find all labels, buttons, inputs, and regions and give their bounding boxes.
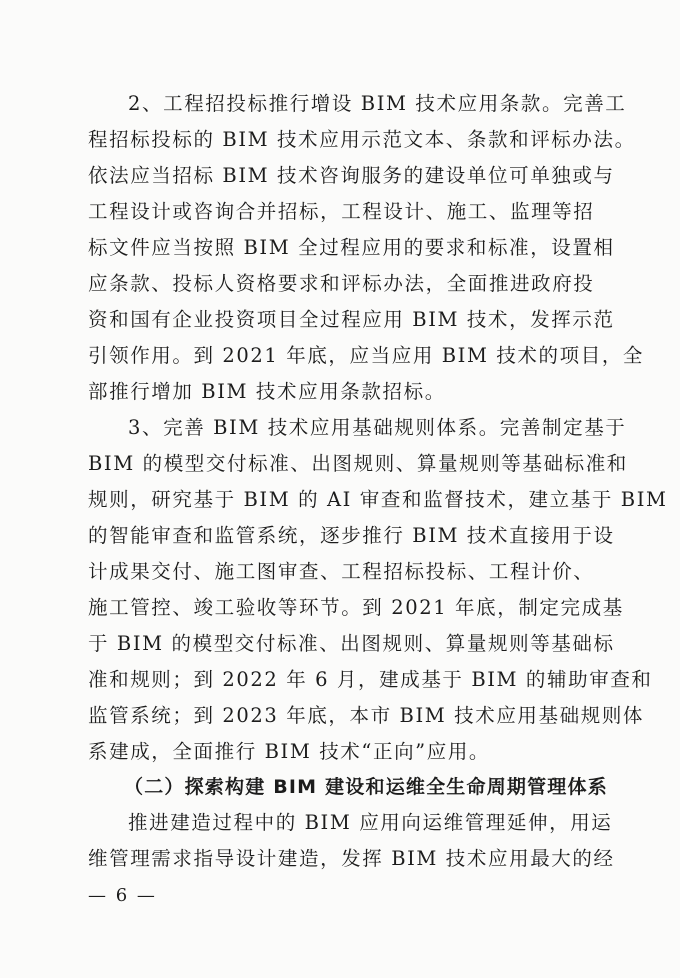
paragraph-2-line-5: 标文件应当按照 BIM 全过程应用的要求和标准，设置相 bbox=[88, 236, 615, 259]
paragraph-3-line-8: 准和规则；到 2022 年 6 月，建成基于 BIM 的辅助审查和 bbox=[88, 668, 653, 691]
paragraph-2-line-4: 工程设计或咨询合并招标，工程设计、施工、监理等招 bbox=[88, 200, 595, 223]
paragraph-3-line-4: 的智能审查和监管系统，逐步推行 BIM 技术直接用于设 bbox=[88, 524, 615, 547]
paragraph-3-line-9: 监管系统；到 2023 年底，本市 BIM 技术应用基础规则体 bbox=[88, 704, 645, 727]
paragraph-3-line-7: 于 BIM 的模型交付标准、出图规则、算量规则等基础标 bbox=[88, 632, 615, 655]
section-heading: （二）探索构建 BIM 建设和运维全生命周期管理体系 bbox=[124, 776, 608, 798]
paragraph-3-line-10: 系建成，全面推行 BIM 技术“正向”应用。 bbox=[88, 740, 491, 763]
paragraph-2-line-8: 引领作用。到 2021 年底，应当应用 BIM 技术的项目，全 bbox=[88, 344, 645, 367]
paragraph-2-line-9: 部推行增加 BIM 技术应用条款招标。 bbox=[88, 380, 446, 403]
paragraph-2-line-2: 程招标投标的 BIM 技术应用示范文本、条款和评标办法。 bbox=[88, 128, 636, 151]
paragraph-4-line-2: 维管理需求指导设计建造，发挥 BIM 技术应用最大的经 bbox=[88, 847, 615, 870]
paragraph-3-line-2: BIM 的模型交付标准、出图规则、算量规则等基础标准和 bbox=[88, 452, 628, 475]
page-number: — 6 — bbox=[88, 885, 157, 906]
paragraph-3-line-3: 规则，研究基于 BIM 的 AI 审查和监督技术，建立基于 BIM bbox=[88, 488, 668, 511]
paragraph-4-line-1: 推进建造过程中的 BIM 应用向运维管理延伸，用运 bbox=[128, 811, 613, 834]
paragraph-2-line-1: 2、工程招投标推行增设 BIM 技术应用条款。完善工 bbox=[128, 92, 627, 115]
paragraph-3-line-6: 施工管控、竣工验收等环节。到 2021 年底，制定完成基 bbox=[88, 596, 624, 619]
paragraph-2-line-3: 依法应当招标 BIM 技术咨询服务的建设单位可单独或与 bbox=[88, 164, 615, 187]
paragraph-2-line-6: 应条款、投标人资格要求和评标办法，全面推进政府投 bbox=[88, 272, 595, 295]
paragraph-2-line-7: 资和国有企业投资项目全过程应用 BIM 技术，发挥示范 bbox=[88, 308, 615, 331]
paragraph-3-line-5: 计成果交付、施工图审查、工程招标投标、工程计价、 bbox=[88, 560, 595, 583]
paragraph-3-line-1: 3、完善 BIM 技术应用基础规则体系。完善制定基于 bbox=[128, 416, 627, 439]
